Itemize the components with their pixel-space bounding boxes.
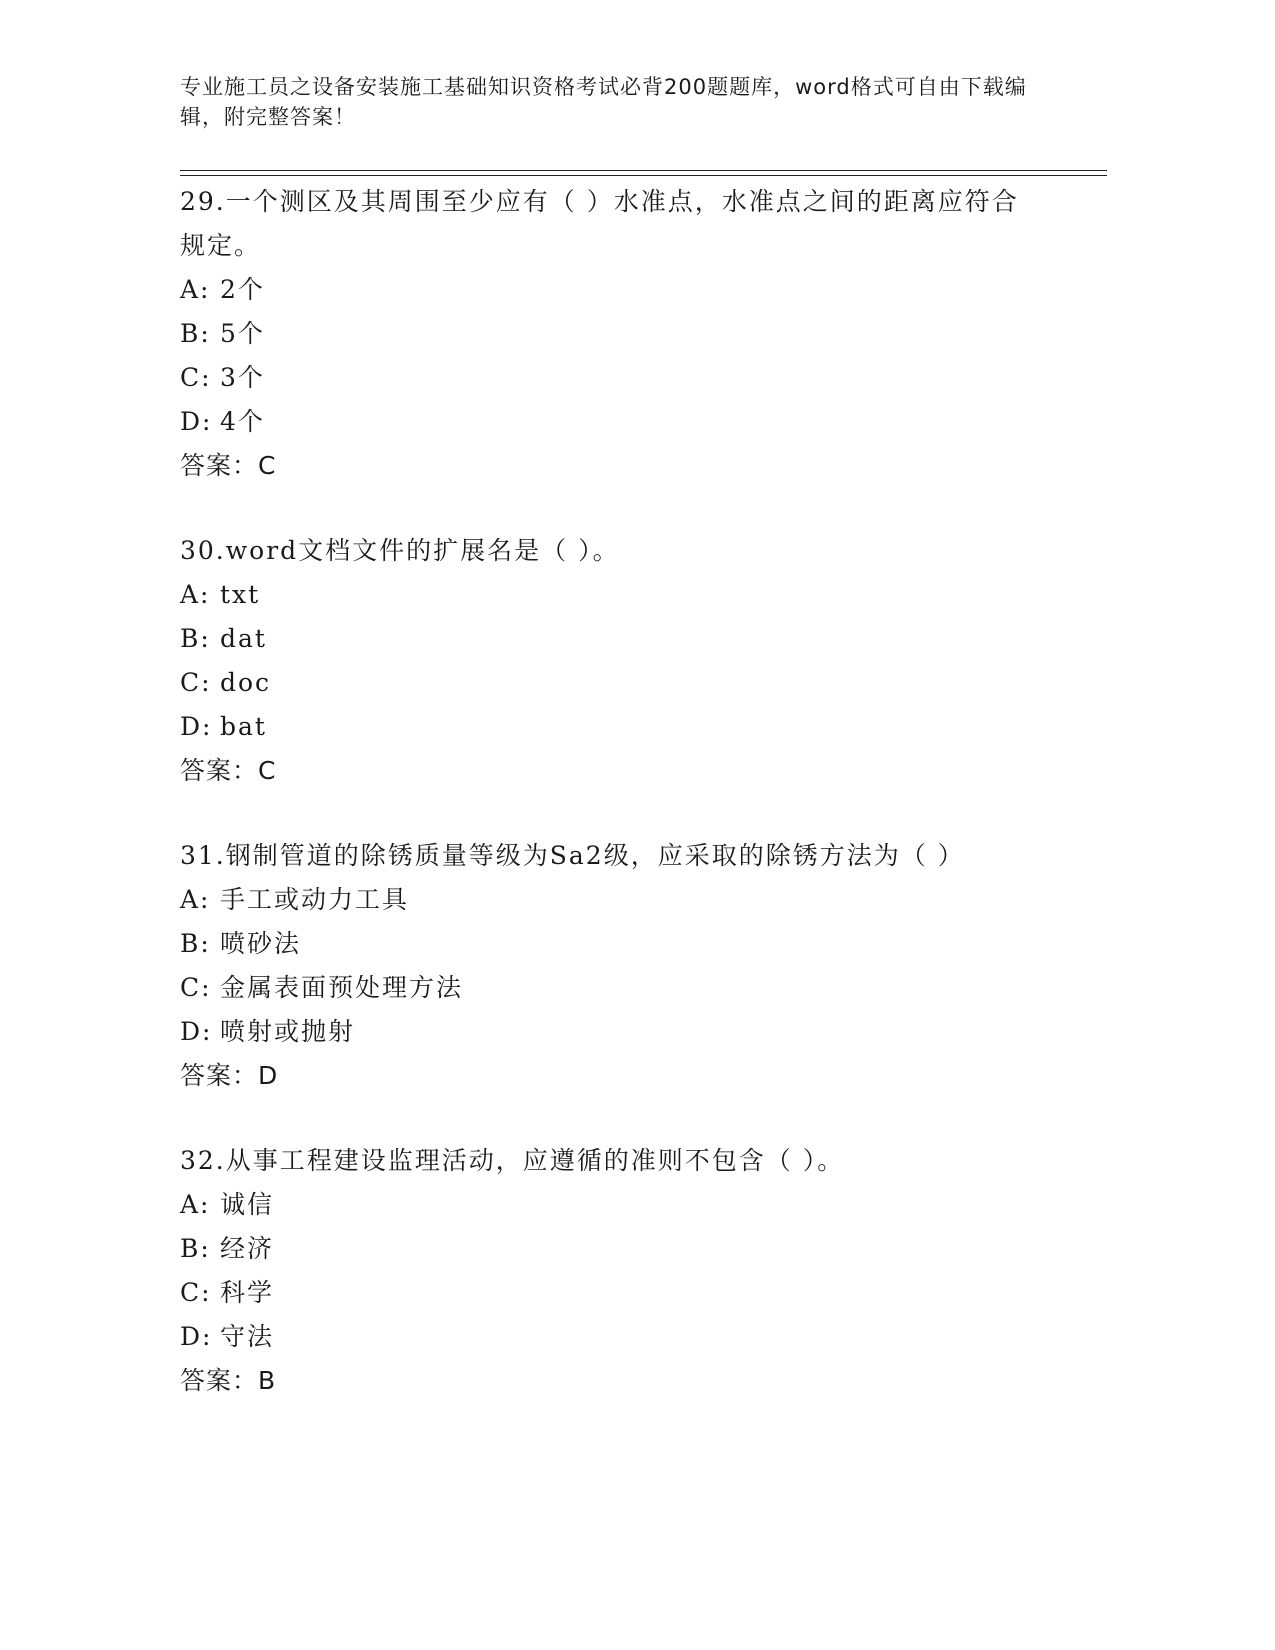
option-a <box>180 1183 1040 1227</box>
option-b <box>180 617 1040 661</box>
option-text: 金属表面预处理方法 <box>220 973 464 1002</box>
option-text: bat <box>220 712 267 741</box>
header-divider-bottom <box>180 175 1107 176</box>
option-key: D: <box>180 407 213 436</box>
answer: 答案：C <box>180 451 277 480</box>
option-key: D: <box>180 712 213 741</box>
option-key: A: <box>180 1190 211 1219</box>
option-c <box>180 1271 1040 1315</box>
option-key: D: <box>180 1322 213 1351</box>
question-32 <box>180 1139 1040 1403</box>
option-key: A: <box>180 580 211 609</box>
option-key: C: <box>180 1278 212 1307</box>
option-text: 守法 <box>220 1322 275 1351</box>
option-text: 4个 <box>220 407 265 436</box>
option-text: txt <box>220 580 261 609</box>
question-29 <box>180 180 1040 488</box>
option-text: 喷射或抛射 <box>220 1017 356 1046</box>
option-b <box>180 922 1040 966</box>
option-text: 经济 <box>220 1234 275 1263</box>
question-stem: 30.word文档文件的扩展名是（ ）。 <box>180 536 620 565</box>
option-b <box>180 1227 1040 1271</box>
option-d <box>180 705 1040 749</box>
answer: 答案：B <box>180 1366 277 1395</box>
option-key: C: <box>180 363 212 392</box>
option-text: 喷砂法 <box>220 929 302 958</box>
option-c <box>180 661 1040 705</box>
option-key: B: <box>180 929 211 958</box>
header-divider-top <box>180 170 1107 171</box>
answer: 答案：D <box>180 1061 279 1090</box>
option-c <box>180 356 1040 400</box>
option-key: B: <box>180 319 211 348</box>
option-key: A: <box>180 275 211 304</box>
option-text: 2个 <box>220 275 265 304</box>
option-text: 科学 <box>220 1278 275 1307</box>
document-header: 专业施工员之设备安装施工基础知识资格考试必背200题题库，word格式可自由下载编辑，附完整答案！ <box>180 75 1027 129</box>
option-text: 手工或动力工具 <box>220 885 410 914</box>
option-text: 诚信 <box>220 1190 275 1219</box>
option-key: A: <box>180 885 211 914</box>
option-d <box>180 1010 1040 1054</box>
option-c <box>180 966 1040 1010</box>
option-text: doc <box>220 668 272 697</box>
option-b <box>180 312 1040 356</box>
option-a <box>180 573 1040 617</box>
option-key: B: <box>180 624 211 653</box>
option-d <box>180 1315 1040 1359</box>
option-a <box>180 878 1040 922</box>
option-d <box>180 400 1040 444</box>
option-key: C: <box>180 973 212 1002</box>
option-text: 5个 <box>220 319 265 348</box>
question-31 <box>180 834 1040 1098</box>
option-a <box>180 268 1040 312</box>
option-text: dat <box>220 624 267 653</box>
question-stem: 32.从事工程建设监理活动，应遵循的准则不包含（ ）。 <box>180 1146 845 1175</box>
question-stem: 29.一个测区及其周围至少应有（ ）水准点，水准点之间的距离应符合规定。 <box>180 187 1019 260</box>
question-30 <box>180 529 1040 793</box>
option-text: 3个 <box>220 363 265 392</box>
option-key: B: <box>180 1234 211 1263</box>
option-key: D: <box>180 1017 213 1046</box>
answer: 答案：C <box>180 756 277 785</box>
option-key: C: <box>180 668 212 697</box>
question-stem: 31.钢制管道的除锈质量等级为Sa2级，应采取的除锈方法为（ ） <box>180 841 965 870</box>
